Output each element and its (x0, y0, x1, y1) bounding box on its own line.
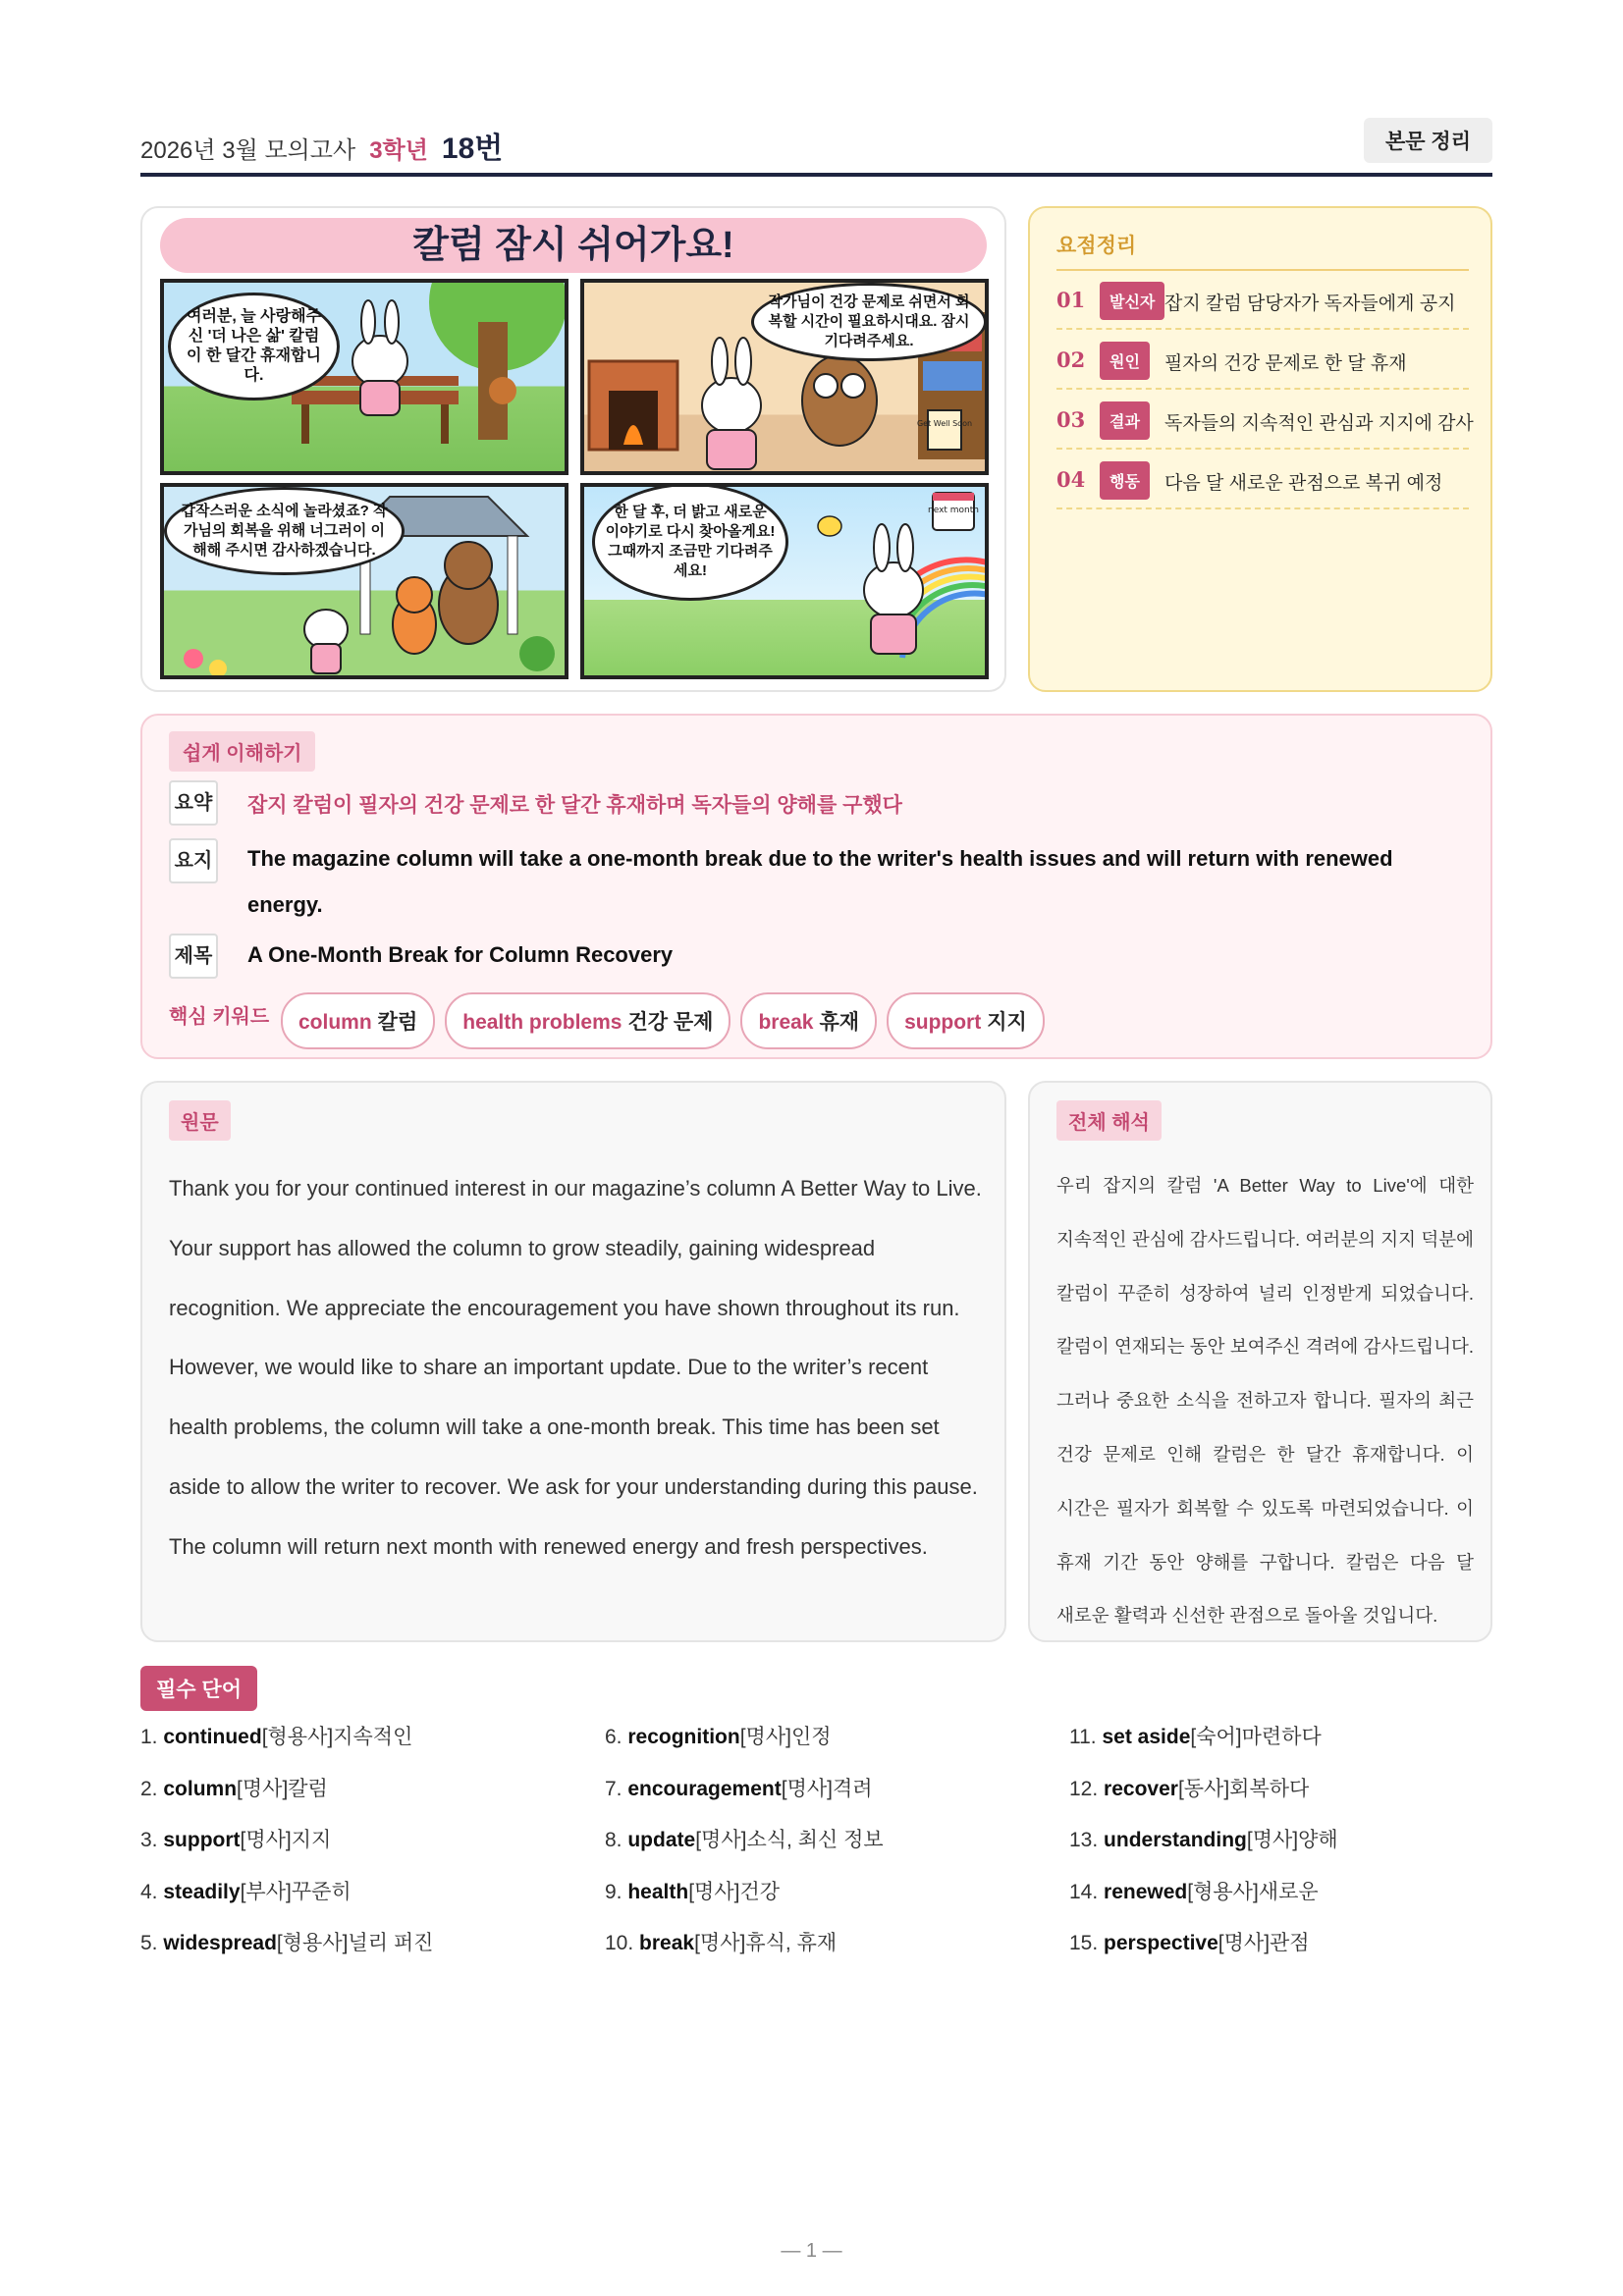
translation-box (1028, 1081, 1492, 1642)
key-point-row (1056, 390, 1474, 450)
key-point-number: 01 (1056, 288, 1086, 312)
easy-understand-tag: 쉽게 이해하기 (169, 731, 315, 772)
key-points-box (1028, 206, 1492, 692)
grade-label: 3학년 (369, 137, 428, 164)
key-point-text: 독자들의 지속적인 관심과 지지에 감사 (1164, 413, 1474, 434)
vocab-item: 3. support[명사]지지 (140, 1829, 332, 1851)
exam-name: 2026년 3월 모의고사 (140, 137, 356, 164)
key-point-number: 04 (1056, 467, 1086, 492)
comic-box (140, 206, 1006, 692)
speech-bubble-2: 작가님이 건강 문제로 쉬면서 회복할 시간이 필요하시대요. 잠시 기다려주세요. (751, 283, 987, 361)
comic-panel-4 (580, 483, 989, 679)
key-point-number: 02 (1056, 347, 1086, 372)
translation-tag: 전체 해석 (1056, 1100, 1162, 1141)
vocab-item: 2. column[명사]칼럼 (140, 1777, 328, 1800)
key-point-badge: 원인 (1100, 342, 1150, 380)
comic-title: 칼럼 잠시 쉬어가요! (160, 218, 987, 273)
get-well-sign: Get Well Soon (916, 419, 973, 428)
key-point-badge: 발신자 (1100, 282, 1164, 320)
key-point-badge: 행동 (1100, 461, 1150, 500)
easy-understand-box (140, 714, 1492, 1059)
vocab-item: 13. understanding[명사]양해 (1069, 1829, 1338, 1851)
summary-label: 요약 (169, 780, 218, 826)
original-passage: Thank you for your continued interest in our magazine’s column A Better Way to Live. Your support has allowed the column to grow steadily, gaining widespread recognition. We appreciate the encouragement you have shown throughout its run. However, we would like to share an important update. Due to the writer’s recent health problems, the column will take a one-month break. This time has been set aside to allow the writer to recover. We ask for your understanding during this pause. The column will return next month with renewed energy and fresh perspectives. (169, 1176, 982, 1559)
keywords-label: 핵심 키워드 (169, 1006, 270, 1028)
vocab-item: 12. recover[동사]회복하다 (1069, 1777, 1310, 1800)
vocabulary-column (605, 1720, 884, 1978)
vocab-item: 1. continued[형용사]지속적인 (140, 1726, 413, 1748)
page-header (140, 116, 1492, 177)
key-points-title: 요점정리 (1056, 230, 1469, 271)
original-text-box (140, 1081, 1006, 1642)
vocab-item: 14. renewed[형용사]새로운 (1069, 1880, 1319, 1903)
comic-panel-1 (160, 279, 568, 475)
speech-bubble-3: 갑작스러운 소식에 놀라셨죠? 작가님의 회복을 위해 너그러이 이해해 주시면 감사하겠습니다. (164, 487, 405, 575)
vocabulary-column (140, 1720, 433, 1978)
speech-bubble-1: 여러분, 늘 사랑해주신 '더 나은 삶' 칼럼이 한 달간 휴재합니다. (168, 293, 340, 400)
vocab-item: 11. set aside[숙어]마련하다 (1069, 1726, 1322, 1748)
key-point-row (1056, 450, 1469, 509)
comic-panel-3 (160, 483, 568, 679)
title-text: A One-Month Break for Column Recovery (247, 942, 674, 967)
vocab-item: 5. widespread[형용사]널리 퍼진 (140, 1932, 434, 1954)
next-month-calendar: next month (927, 506, 980, 515)
summary-text: 잡지 칼럼이 필자의 건강 문제로 한 달간 휴재하며 독자들의 양해를 구했다 (247, 794, 902, 817)
keyword-pill: column 칼럼 (281, 992, 435, 1049)
speech-bubble-4: 한 달 후, 더 밝고 새로운 이야기로 다시 찾아올게요! 그때까지 조금만 기다려주세요! (592, 483, 788, 601)
vocabulary-column (1069, 1720, 1338, 1978)
gist-text-line2: energy. (247, 892, 323, 917)
key-point-badge: 결과 (1100, 401, 1150, 440)
keyword-pill: health problems 건강 문제 (445, 992, 730, 1049)
vocab-item: 10. break[명사]휴식, 휴재 (605, 1932, 838, 1954)
translation-passage: 우리 잡지의 칼럼 'A Better Way to Live'에 대한 지속적인 관심에 감사드립니다. 여러분의 지지 덕분에 칼럼이 꾸준히 성장하여 널리 인정받게 되었습니다. 칼럼이 연재되는 동안 보여주신 격려에 감사드립니다. 그러나 중요한 소식을 전하고자 합니다. 필자의 최근 건강 문제로 인해 칼럼은 한 달간 휴재합니다. 이 시간은 필자가 회복할 수 있도록 마련되었습니다. 이 휴재 기간 동안 양해를 구합니다. 칼럼은 다음 달 새로운 활력과 신선한 관점으로 돌아올 것입니다. (1056, 1175, 1474, 1627)
original-tag: 원문 (169, 1100, 231, 1141)
key-point-row (1056, 330, 1469, 390)
page-number: — 1 — (781, 2240, 842, 2262)
vocab-item: 8. update[명사]소식, 최신 정보 (605, 1829, 884, 1851)
vocabulary-tag: 필수 단어 (140, 1666, 257, 1711)
key-point-text: 필자의 건강 문제로 한 달 휴재 (1164, 353, 1407, 374)
exam-info (140, 124, 503, 167)
section-tag: 본문 정리 (1364, 118, 1492, 163)
key-point-text: 다음 달 새로운 관점으로 복귀 예정 (1164, 473, 1443, 494)
key-point-number: 03 (1056, 407, 1086, 432)
comic-panel-2 (580, 279, 989, 475)
vocab-item: 4. steadily[부사]꾸준히 (140, 1880, 352, 1903)
gist-label: 요지 (169, 838, 218, 883)
keyword-pill: break 휴재 (740, 992, 877, 1049)
vocab-item: 7. encouragement[명사]격려 (605, 1777, 873, 1800)
gist-text-line1: The magazine column will take a one-month break due to the writer's health issues and will return with renewed (247, 846, 1393, 871)
key-point-row (1056, 270, 1469, 330)
keyword-pill: support 지지 (887, 992, 1045, 1049)
keyword-list (281, 992, 1045, 1049)
vocab-item: 6. recognition[명사]인정 (605, 1726, 832, 1748)
vocab-item: 9. health[명사]건강 (605, 1880, 781, 1903)
vocab-item: 15. perspective[명사]관점 (1069, 1932, 1310, 1954)
key-point-text: 잡지 칼럼 담당자가 독자들에게 공지 (1164, 294, 1456, 314)
title-label: 제목 (169, 934, 218, 979)
question-number: 18번 (441, 133, 504, 165)
